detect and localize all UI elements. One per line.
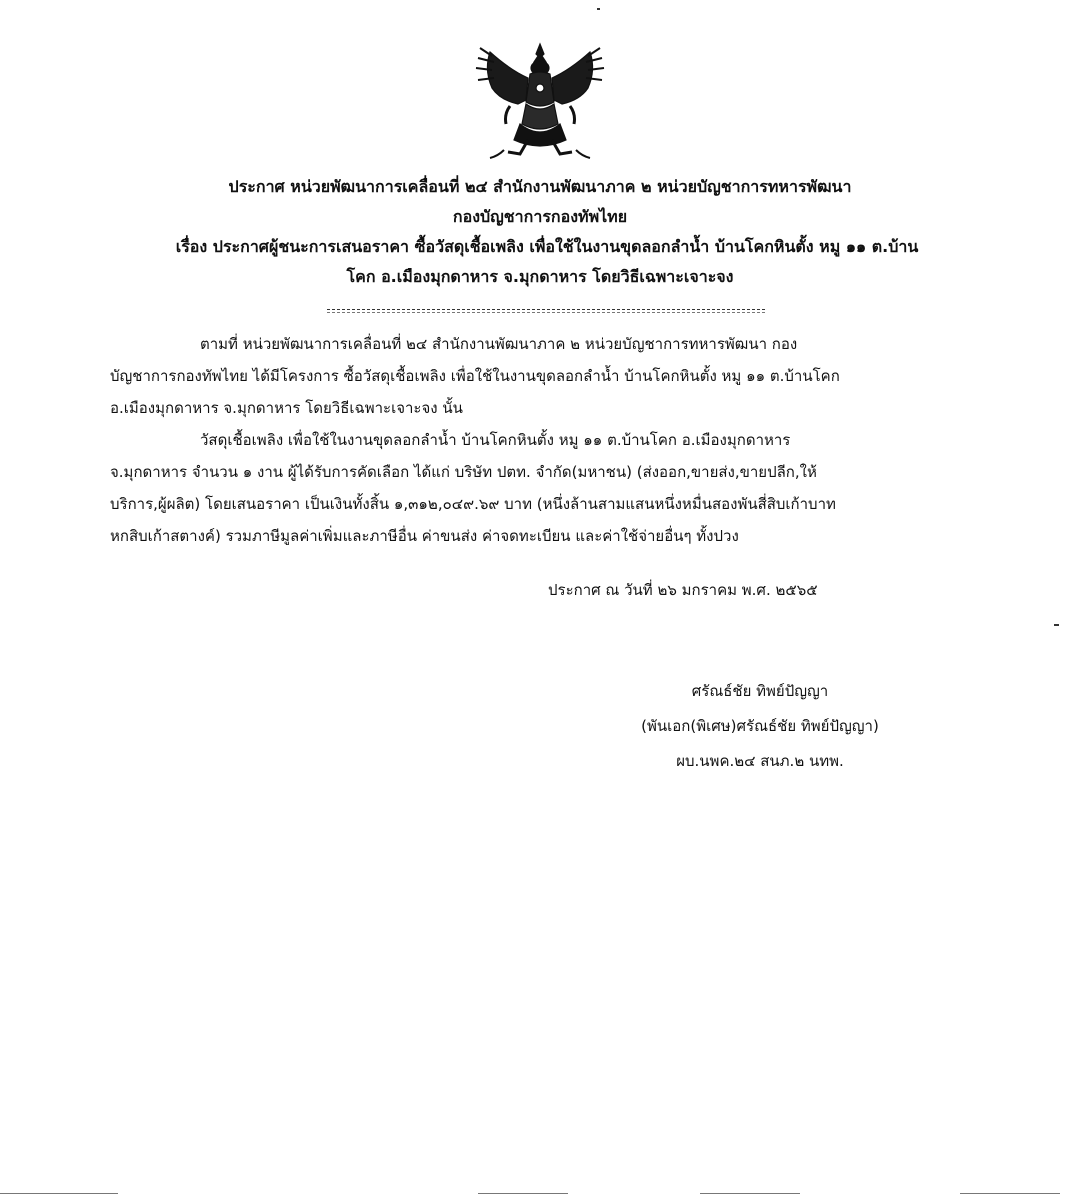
title-separator-underline: [327, 312, 765, 313]
paragraph-2-line-4: หกสิบเก้าสตางค์) รวมภาษีมูลค่าเพิ่มและภาษีอื่น ค่าขนส่ง ค่าจดทะเบียน และค่าใช้จ่ายอื่นๆ ทั้งปวง: [110, 527, 739, 545]
scan-speck: [597, 8, 600, 10]
paragraph-1-line-2: บัญชาการกองทัพไทย ได้มีโครงการ ซื้อวัสดุเชื้อเพลิง เพื่อใช้ในงานขุดลอกลำน้ำ บ้านโคกหินตั้ง หมู ๑๑ ต.บ้านโคก: [110, 367, 840, 385]
scan-edge-line: [478, 1193, 568, 1194]
scan-edge-line: [700, 1193, 800, 1194]
paragraph-2-line-2: จ.มุกดาหาร จำนวน ๑ งาน ผู้ได้รับการคัดเลือก ได้แก่ บริษัท ปตท. จำกัด(มหาชน) (ส่งออก,ขายส่ง,ขายปลีก,ให้: [110, 463, 817, 481]
signed-name: ศรัณธ์ชัย ทิพย์ปัญญา: [691, 682, 829, 700]
signature-block: [600, 674, 920, 779]
signatory-position: ผบ.นพค.๒๔ สนภ.๒ นทพ.: [676, 752, 844, 770]
announcement-title: [80, 172, 1000, 292]
announcement-date: ประกาศ ณ วันที่ ๒๖ มกราคม พ.ศ. ๒๕๖๕: [548, 581, 818, 599]
title-line-1: ประกาศ หน่วยพัฒนาการเคลื่อนที่ ๒๔ สำนักงานพัฒนาภาค ๒ หน่วยบัญชาการทหารพัฒนา: [228, 177, 852, 196]
title-line-2: กองบัญชาการกองทัพไทย: [452, 207, 628, 226]
paragraph-1-line-3: อ.เมืองมุกดาหาร จ.มุกดาหาร โดยวิธีเฉพาะเจาะจง นั้น: [110, 399, 463, 417]
scan-speck: [1054, 624, 1059, 626]
title-separator: [327, 309, 765, 310]
paragraph-1-line-1: ตามที่ หน่วยพัฒนาการเคลื่อนที่ ๒๔ สำนักงานพัฒนาภาค ๒ หน่วยบัญชาการทหารพัฒนา กอง: [200, 335, 798, 353]
paragraph-2-line-1: วัสดุเชื้อเพลิง เพื่อใช้ในงานขุดลอกลำน้ำ บ้านโคกหินตั้ง หมู ๑๑ ต.บ้านโคก อ.เมืองมุกดาหาร: [200, 431, 791, 449]
paragraph-2-line-3: บริการ,ผู้ผลิต) โดยเสนอราคา เป็นเงินทั้งสิ้น ๑,๓๑๒,๐๔๙.๖๙ บาท (หนึ่งล้านสามแสนหนึ่งหมื่นสองพันสี่สิบเก้าบาท: [110, 495, 836, 513]
scan-edge-line: [0, 1193, 118, 1194]
scan-edge-line: [960, 1193, 1060, 1194]
title-line-4: โคก อ.เมืองมุกดาหาร จ.มุกดาหาร โดยวิธีเฉพาะเจาะจง: [346, 267, 734, 286]
paragraph-1: [110, 328, 990, 424]
paragraph-2: [110, 424, 990, 552]
title-line-3: เรื่อง ประกาศผู้ชนะการเสนอราคา ซื้อวัสดุเชื้อเพลิง เพื่อใช้ในงานขุดลอกลำน้ำ บ้านโคกหินตั้ง หมู ๑๑ ต.บ้าน: [175, 237, 919, 256]
garuda-emblem-icon: [470, 40, 610, 165]
signatory-full-name: (พันเอก(พิเศษ)ศรัณธ์ชัย ทิพย์ปัญญา): [641, 717, 879, 735]
